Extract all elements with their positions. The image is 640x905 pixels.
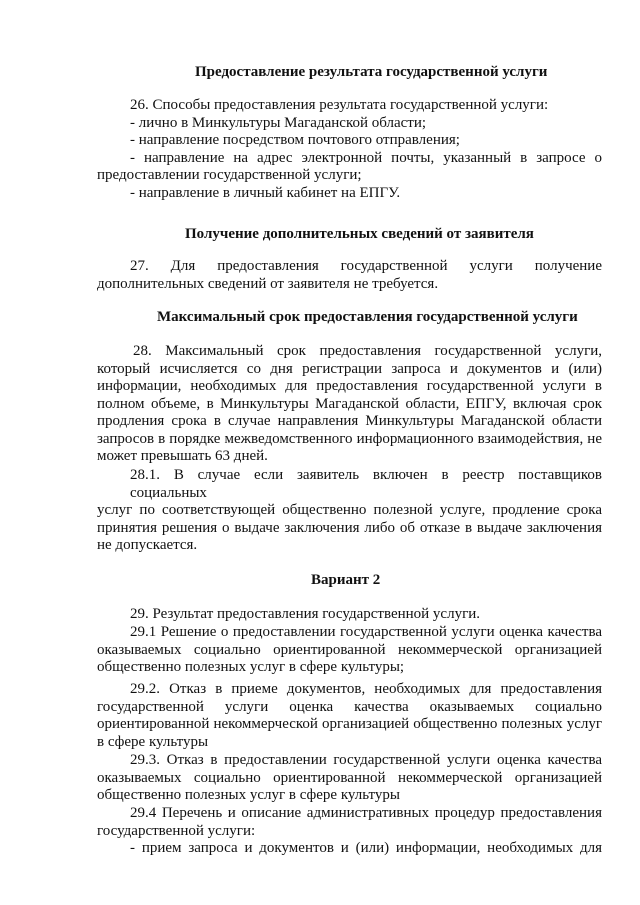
- item-29-4: [97, 805, 602, 858]
- item-28-1-line-3: принятия решения о выдаче заключения либо об отказе в выдаче заключения: [97, 519, 602, 536]
- item-28-line-3: информации, необходимых для предоставления государственной услуги в: [97, 378, 602, 394]
- item-29-1-line-1: 29.1 Решение о предоставлении государственной услуги оценка качества: [130, 624, 602, 640]
- section-heading-result: Предоставление результата государственной услуги: [195, 64, 548, 80]
- item-28-1-line-4: не допускается.: [97, 537, 198, 553]
- item-28-1-line-2: услуг по соответствующей общественно полезной услуге, продление срока: [97, 502, 602, 518]
- item-29-line: 29. Результат предоставления государственной услуги.: [130, 606, 481, 622]
- item-27-line-2: дополнительных сведений от заявителя не требуется.: [97, 275, 439, 292]
- item-29-1-line-2: оказываемых социально ориентированной некоммерческой организацией: [97, 641, 602, 658]
- item-29-2-line-2: государственной услуги оценка качества оказываемых социально: [97, 698, 602, 715]
- item-26-bullet-3b: предоставлении государственной услуги;: [97, 167, 362, 183]
- item-26-bullet-1: - лично в Минкультуры Магаданской области;: [130, 114, 427, 131]
- section-heading-additional-info: Получение дополнительных сведений от заявителя: [185, 226, 534, 242]
- item-29-2-line-1: 29.2. Отказ в приеме документов, необходимых для предоставления: [130, 681, 602, 697]
- item-29-3-line-1: 29.3. Отказ в предоставлении государственной услуги оценка качества: [130, 752, 602, 768]
- item-26: [97, 97, 602, 202]
- item-28-1: [97, 467, 602, 555]
- item-29-1: [97, 624, 602, 677]
- item-28-line-5: продления срока в случае направления Минкультуры Магаданской области: [97, 413, 602, 429]
- item-28-line-4: полном объеме, в Минкультуры Магаданской области, ЕПГУ, включая срок: [97, 395, 602, 412]
- item-29-2: [97, 681, 602, 751]
- item-28-line-2: который исчисляется со дня регистрации запроса и документов и (или): [97, 360, 602, 377]
- item-29-1-line-3: общественно полезных услуг в сфере культуры;: [97, 659, 405, 675]
- item-27: [97, 258, 602, 293]
- item-29-3-line-3: общественно полезных услуг в сфере культуры: [97, 787, 400, 803]
- item-29-4-line-3: - прием запроса и документов и (или) информации, необходимых для: [130, 840, 602, 856]
- item-29-2-line-4: в сфере культуры: [97, 733, 209, 750]
- item-26-bullet-3a: - направление на адрес электронной почты, указанный в запросе о: [130, 149, 602, 166]
- item-28-line-1: 28. Максимальный срок предоставления государственной услуги,: [133, 343, 602, 359]
- item-27-line-1: 27. Для предоставления государственной услуги получение: [130, 258, 602, 274]
- item-29-4-line-2: государственной услуги:: [97, 822, 256, 839]
- section-heading-max-term: Максимальный срок предоставления государственной услуги: [157, 309, 578, 325]
- item-29-3: [97, 752, 602, 805]
- item-28-line-7: может превышать 63 дней.: [97, 448, 268, 464]
- item-29: [97, 606, 602, 624]
- item-26-bullet-4: - направление в личный кабинет на ЕПГУ.: [130, 184, 401, 201]
- item-26-bullet-2: - направление посредством почтового отправления;: [130, 132, 460, 148]
- item-28-1-line-1: 28.1. В случае если заявитель включен в реестр поставщиков социальных: [130, 467, 602, 501]
- item-28-line-6: запросов в порядке межведомственного информационного взаимодействия, не: [97, 430, 602, 447]
- variant-heading: Вариант 2: [311, 572, 381, 588]
- item-29-3-line-2: оказываемых социально ориентированной некоммерческой организацией: [97, 769, 602, 786]
- item-28: [97, 343, 602, 466]
- item-26-lead: 26. Способы предоставления результата государственной услуги:: [130, 97, 549, 113]
- item-29-2-line-3: ориентированной некоммерческой организацией общественно полезных услуг: [97, 716, 602, 732]
- item-29-4-line-1: 29.4 Перечень и описание административных процедур предоставления: [130, 805, 602, 821]
